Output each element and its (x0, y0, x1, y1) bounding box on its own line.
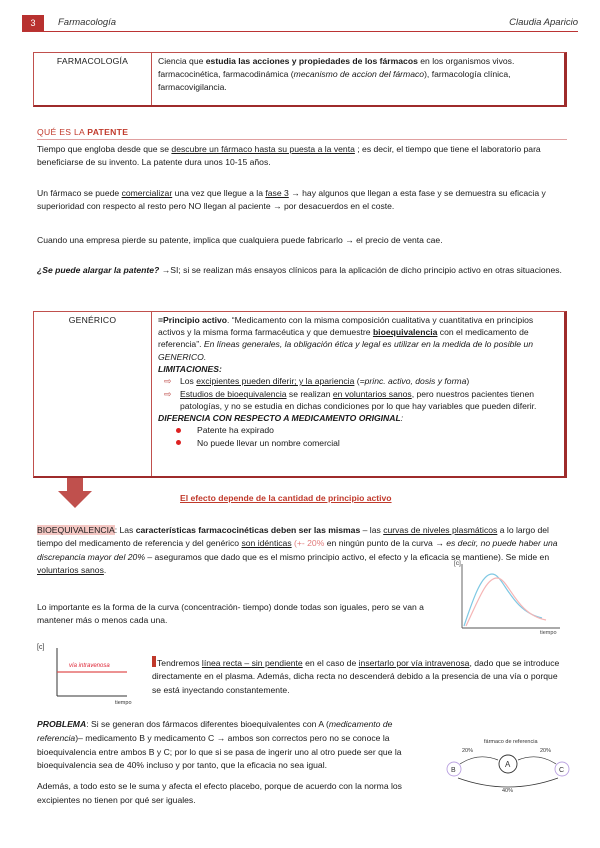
limitacion-item: ⇨ Los excipientes pueden diferir; y la apariencia (=princ. activo, dosis y forma) (158, 375, 558, 388)
svg-text:40%: 40% (502, 788, 514, 794)
limitacion-item: ⇨ Estudios de bioequivalencia se realizan en voluntarios sanos, pero nuestros pacientes tienen patologías, y no se estudia en dichas condiciones por lo que hay variables que pueden diferir. (158, 388, 558, 412)
diferencia-title: DIFERENCIA CON RESPECTO A MEDICAMENTO ORIGINAL: (158, 413, 404, 424)
bioequivalence-abc-sketch (444, 734, 574, 794)
down-arrow-icon (58, 478, 92, 508)
paragraph-placebo: Además, a todo esto se le suma y afecta el efecto placebo, porque de acuerdo con la norma los excipientes no tienen por qué ser iguales. (37, 781, 402, 805)
generico-label: GENÉRICO (34, 312, 152, 476)
diferencia-item: No puede llevar un nombre comercial (158, 437, 558, 449)
generico-content (152, 312, 564, 476)
farmacologia-definition: Ciencia que estudia las acciones y propiedades de los fármacos en los organismos vivos. farmacocinética, farmacodinámica (mecanismo de accion del fármaco), farmacología clínica, farmacovigilancia. (158, 56, 515, 92)
page-number: 3 (22, 15, 44, 31)
arrow-bullet-icon: ⇨ (164, 376, 172, 387)
svg-text:[c]: [c] (454, 560, 461, 567)
generico-table (33, 311, 567, 478)
marker-bar (152, 656, 156, 667)
generico-definition: =Principio activo. “Medicamento con la misma composición cualitativa y cuantitativa en principios activos y la misma forma farmacéutica y que demuestre bioequivalencia con el medicamento de referencia”. En líneas generales, la obligación ética y legal es utilizar en la medida de lo posible un GENERICO. (158, 315, 534, 362)
header-author: Claudia Aparicio (509, 17, 578, 28)
section-divider (37, 139, 567, 140)
paragraph-pierde-patente: Cuando una empresa pierde su patente, implica que cualquiera puede fabricarlo → el precio de venta cae. (37, 235, 443, 245)
svg-text:C: C (559, 767, 565, 774)
paragraph-bioequivalencia: BIOEQUIVALENCIA: Las características farmacocinéticas deben ser las mismas – las curvas de niveles plasmáticos a lo largo del tiempo del medicamento de referencia y del genérico son idénticas (+- 20% en ningún punto de la curva → es decir, no puede haber una discrepancia mayor del 20% – aseguramos que dado que es el mismo principio activo, el efecto y la eficacia se mantiene). Se mide en voluntarios sanos. (37, 525, 558, 575)
page-header (22, 15, 578, 32)
svg-text:A: A (505, 760, 511, 769)
header-title: Farmacología (58, 17, 117, 28)
svg-text:fármaco de referencia: fármaco de referencia (484, 739, 538, 745)
paragraph-patente-def: Tiempo que engloba desde que se descubre un fármaco hasta su puesta a la venta ; es decir, el tiempo que tiene el laboratorio para beneficiarse de su invento. La patente dura unos 10-15 años. (37, 144, 541, 167)
svg-text:tiempo: tiempo (115, 700, 132, 706)
svg-text:vía intravenosa: vía intravenosa (69, 663, 110, 669)
effect-statement: El efecto depende de la cantidad de principio activo (180, 493, 392, 503)
paragraph-comercializar: Un fármaco se puede comercializar una vez que llegue a la fase 3 → hay algunos que llegan a esta fase y se demuestra su eficacia y superioridad con respecto al resto pero NO llegan al paciente → por desacuerdos en el coste. (37, 188, 546, 211)
svg-text:tiempo: tiempo (540, 630, 557, 636)
arrow-bullet-icon: ⇨ (164, 388, 172, 399)
svg-text:20%: 20% (540, 748, 552, 754)
diferencia-item: Patente ha expirado (158, 424, 558, 436)
svg-text:20%: 20% (462, 748, 474, 754)
paragraph-problema: PROBLEMA: Si se generan dos fármacos diferentes bioequivalentes con A (medicamento de referencia)– medicamento B y medicamento C → ambos son correctos pero no se conoce la bioequivalencia entre ambos B y C; por lo que si se pasa de ingerir uno al otro puede ser que la bioequivalencia sea de 40% incluso y por tanto, que la eficacia no sea igual. (37, 719, 402, 771)
concentration-curves-sketch (452, 556, 572, 636)
svg-text:[c]: [c] (37, 644, 45, 651)
bullet-dot-icon (176, 428, 181, 433)
svg-text:B: B (451, 767, 456, 774)
bullet-dot-icon (176, 440, 181, 445)
paragraph-forma-curva: Lo importante es la forma de la curva (concentración- tiempo) donde todas son iguales, pero se van a mantener más o menos cada una. (37, 602, 424, 626)
farmacologia-label: FARMACOLOGÍA (34, 53, 152, 105)
limitaciones-title: LIMITACIONES: (158, 363, 222, 374)
farmacologia-table (33, 52, 567, 107)
section-title-patente: QUÉ ES LA PATENTE (37, 127, 129, 137)
paragraph-intravenosa: Tendremos línea recta – sin pendiente en el caso de insertarlo por vía intravenosa, dado que se introduce directamente en el plasma. Además, dicha recta no descenderá debido a la presencia de una vía o porque se está inyectando constantemente. (152, 658, 560, 695)
paragraph-alargar-patente: ¿Se puede alargar la patente? →SI; si se realizan más ensayos clínicos para la aplicación de dicho principio activo en otras situaciones. (37, 265, 562, 275)
intravenous-line-sketch (35, 640, 140, 706)
